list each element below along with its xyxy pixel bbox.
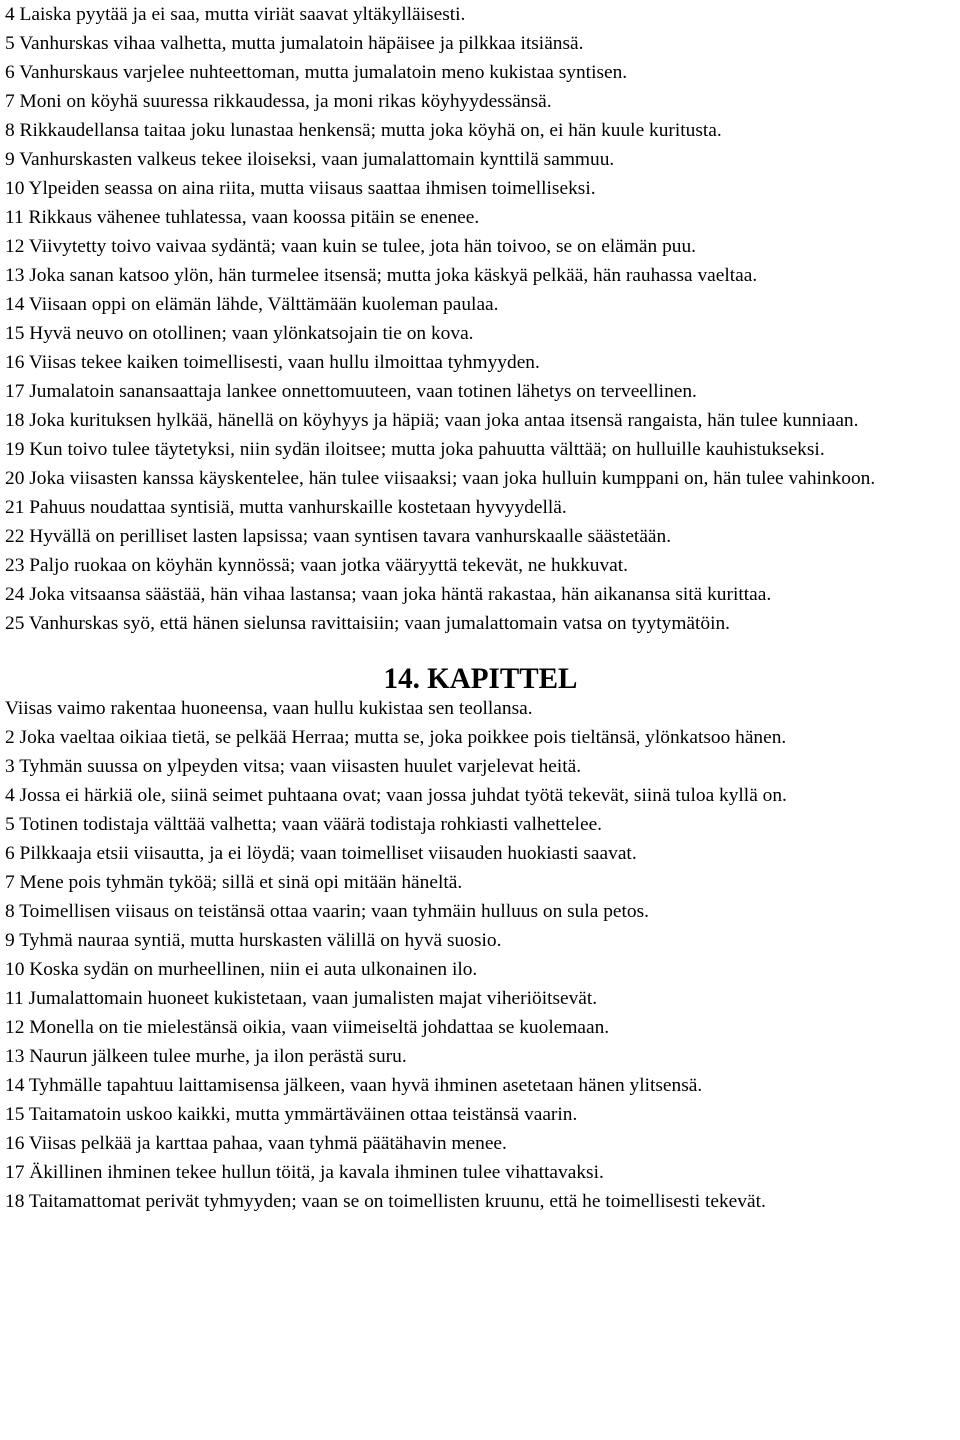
verse: 2 Joka vaeltaa oikiaa tietä, se pelkää Herraa; mutta se, joka poikkee pois tieltänsä, ylönkatsoo hänen. [5, 727, 787, 748]
verse: 11 Rikkaus vähenee tuhlatessa, vaan koossa pitäin se enenee. [5, 207, 480, 228]
verse: 7 Moni on köyhä suuressa rikkaudessa, ja moni rikas köyhyydessänsä. [5, 91, 552, 112]
verse: 12 Monella on tie mielestänsä oikia, vaan viimeiseltä johdattaa se kuolemaan. [5, 1017, 610, 1038]
verse: 21 Pahuus noudattaa syntisiä, mutta vanhurskaille kostetaan hyvyydellä. [5, 497, 567, 518]
verse: 22 Hyvällä on perilliset lasten lapsissa; vaan syntisen tavara vanhurskaalle säästetään. [5, 526, 672, 547]
verse: 10 Koska sydän on murheellinen, niin ei auta ulkonainen ilo. [5, 959, 478, 980]
verse: 3 Tyhmän suussa on ylpeyden vitsa; vaan viisasten huulet varjelevat heitä. [5, 756, 582, 777]
verse: 13 Joka sanan katsoo ylön, hän turmelee itsensä; mutta joka käskyä pelkää, hän rauhassa vaeltaa. [5, 265, 758, 286]
verse: 15 Taitamatoin uskoo kaikki, mutta ymmärtäväinen ottaa teistänsä vaarin. [5, 1104, 578, 1125]
verse: Viisas vaimo rakentaa huoneensa, vaan hullu kukistaa sen teollansa. [5, 698, 533, 719]
verse: 4 Jossa ei härkiä ole, siinä seimet puhtaana ovat; vaan jossa juhdat työtä tekevät, siinä tuloa kyllä on. [5, 785, 787, 806]
verse: 15 Hyvä neuvo on otollinen; vaan ylönkatsojain tie on kova. [5, 323, 474, 344]
document-page [5, 0, 956, 1216]
verse: 16 Viisas tekee kaiken toimellisesti, vaan hullu ilmoittaa tyhmyyden. [5, 352, 540, 373]
chapter-13-section [5, 0, 956, 638]
verse: 17 Jumalatoin sanansaattaja lankee onnettomuuteen, vaan totinen lähetys on terveellinen. [5, 381, 697, 402]
verse: 9 Tyhmä nauraa syntiä, mutta hurskasten välillä on hyvä suosio. [5, 930, 502, 951]
chapter-14-section [5, 694, 956, 1216]
verse: 16 Viisas pelkää ja karttaa pahaa, vaan tyhmä päätähavin menee. [5, 1133, 507, 1154]
verse: 25 Vanhurskas syö, että hänen sielunsa ravittaisiin; vaan jumalattomain vatsa on tyytymätöin. [5, 613, 731, 634]
verse: 5 Totinen todistaja välttää valhetta; vaan väärä todistaja rohkiasti valhettelee. [5, 814, 603, 835]
verse: 12 Viivytetty toivo vaivaa sydäntä; vaan kuin se tulee, jota hän toivoo, se on elämän puu. [5, 236, 696, 257]
verse: 17 Äkillinen ihminen tekee hullun töitä, ja kavala ihminen tulee vihattavaksi. [5, 1162, 604, 1183]
chapter-heading: 14. KAPITTEL [383, 663, 578, 695]
verse: 6 Vanhurskaus varjelee nuhteettoman, mutta jumalatoin meno kukistaa syntisen. [5, 62, 628, 83]
verse: 23 Paljo ruokaa on köyhän kynnössä; vaan jotka vääryyttä tekevät, ne hukkuvat. [5, 555, 629, 576]
verse: 4 Laiska pyytää ja ei saa, mutta viriät saavat yltäkylläisesti. [5, 4, 466, 25]
verse: 24 Joka vitsaansa säästää, hän vihaa lastansa; vaan joka häntä rakastaa, hän aikanansa sitä kurittaa. [5, 584, 772, 605]
verse: 13 Naurun jälkeen tulee murhe, ja ilon perästä suru. [5, 1046, 407, 1067]
verse: 19 Kun toivo tulee täytetyksi, niin sydän iloitsee; mutta joka pahuutta välttää; on hulluille kauhistukseksi. [5, 439, 825, 460]
verse: 14 Viisaan oppi on elämän lähde, Välttämään kuoleman paulaa. [5, 294, 499, 315]
verse: 14 Tyhmälle tapahtuu laittamisensa jälkeen, vaan hyvä ihminen asetetaan hänen ylitsensä. [5, 1075, 703, 1096]
verse: 7 Mene pois tyhmän tyköä; sillä et sinä opi mitään häneltä. [5, 872, 463, 893]
verse: 11 Jumalattomain huoneet kukistetaan, vaan jumalisten majat viheriöitsevät. [5, 988, 598, 1009]
verse: 8 Toimellisen viisaus on teistänsä ottaa vaarin; vaan tyhmäin hulluus on sula petos. [5, 901, 649, 922]
verse: 8 Rikkaudellansa taitaa joku lunastaa henkensä; mutta joka köyhä on, ei hän kuule kuritusta. [5, 120, 722, 141]
verse: 18 Taitamattomat perivät tyhmyyden; vaan se on toimellisten kruunu, että he toimellisesti tekevät. [5, 1191, 766, 1212]
section-spacer [5, 638, 956, 665]
verse: 9 Vanhurskasten valkeus tekee iloiseksi, vaan jumalattomain kynttilä sammuu. [5, 149, 615, 170]
verse: 6 Pilkkaaja etsii viisautta, ja ei löydä; vaan toimelliset viisauden huokiasti saavat. [5, 843, 637, 864]
verse: 5 Vanhurskas vihaa valhetta, mutta jumalatoin häpäisee ja pilkkaa itsiänsä. [5, 33, 584, 54]
verse: 18 Joka kurituksen hylkää, hänellä on köyhyys ja häpiä; vaan joka antaa itsensä rangaista, hän tulee kunniaan. [5, 410, 859, 431]
verse: 10 Ylpeiden seassa on aina riita, mutta viisaus saattaa ihmisen toimelliseksi. [5, 178, 596, 199]
verse: 20 Joka viisasten kanssa käyskentelee, hän tulee viisaaksi; vaan joka hulluin kumppani on, hän tulee vahinkoon. [5, 468, 876, 489]
